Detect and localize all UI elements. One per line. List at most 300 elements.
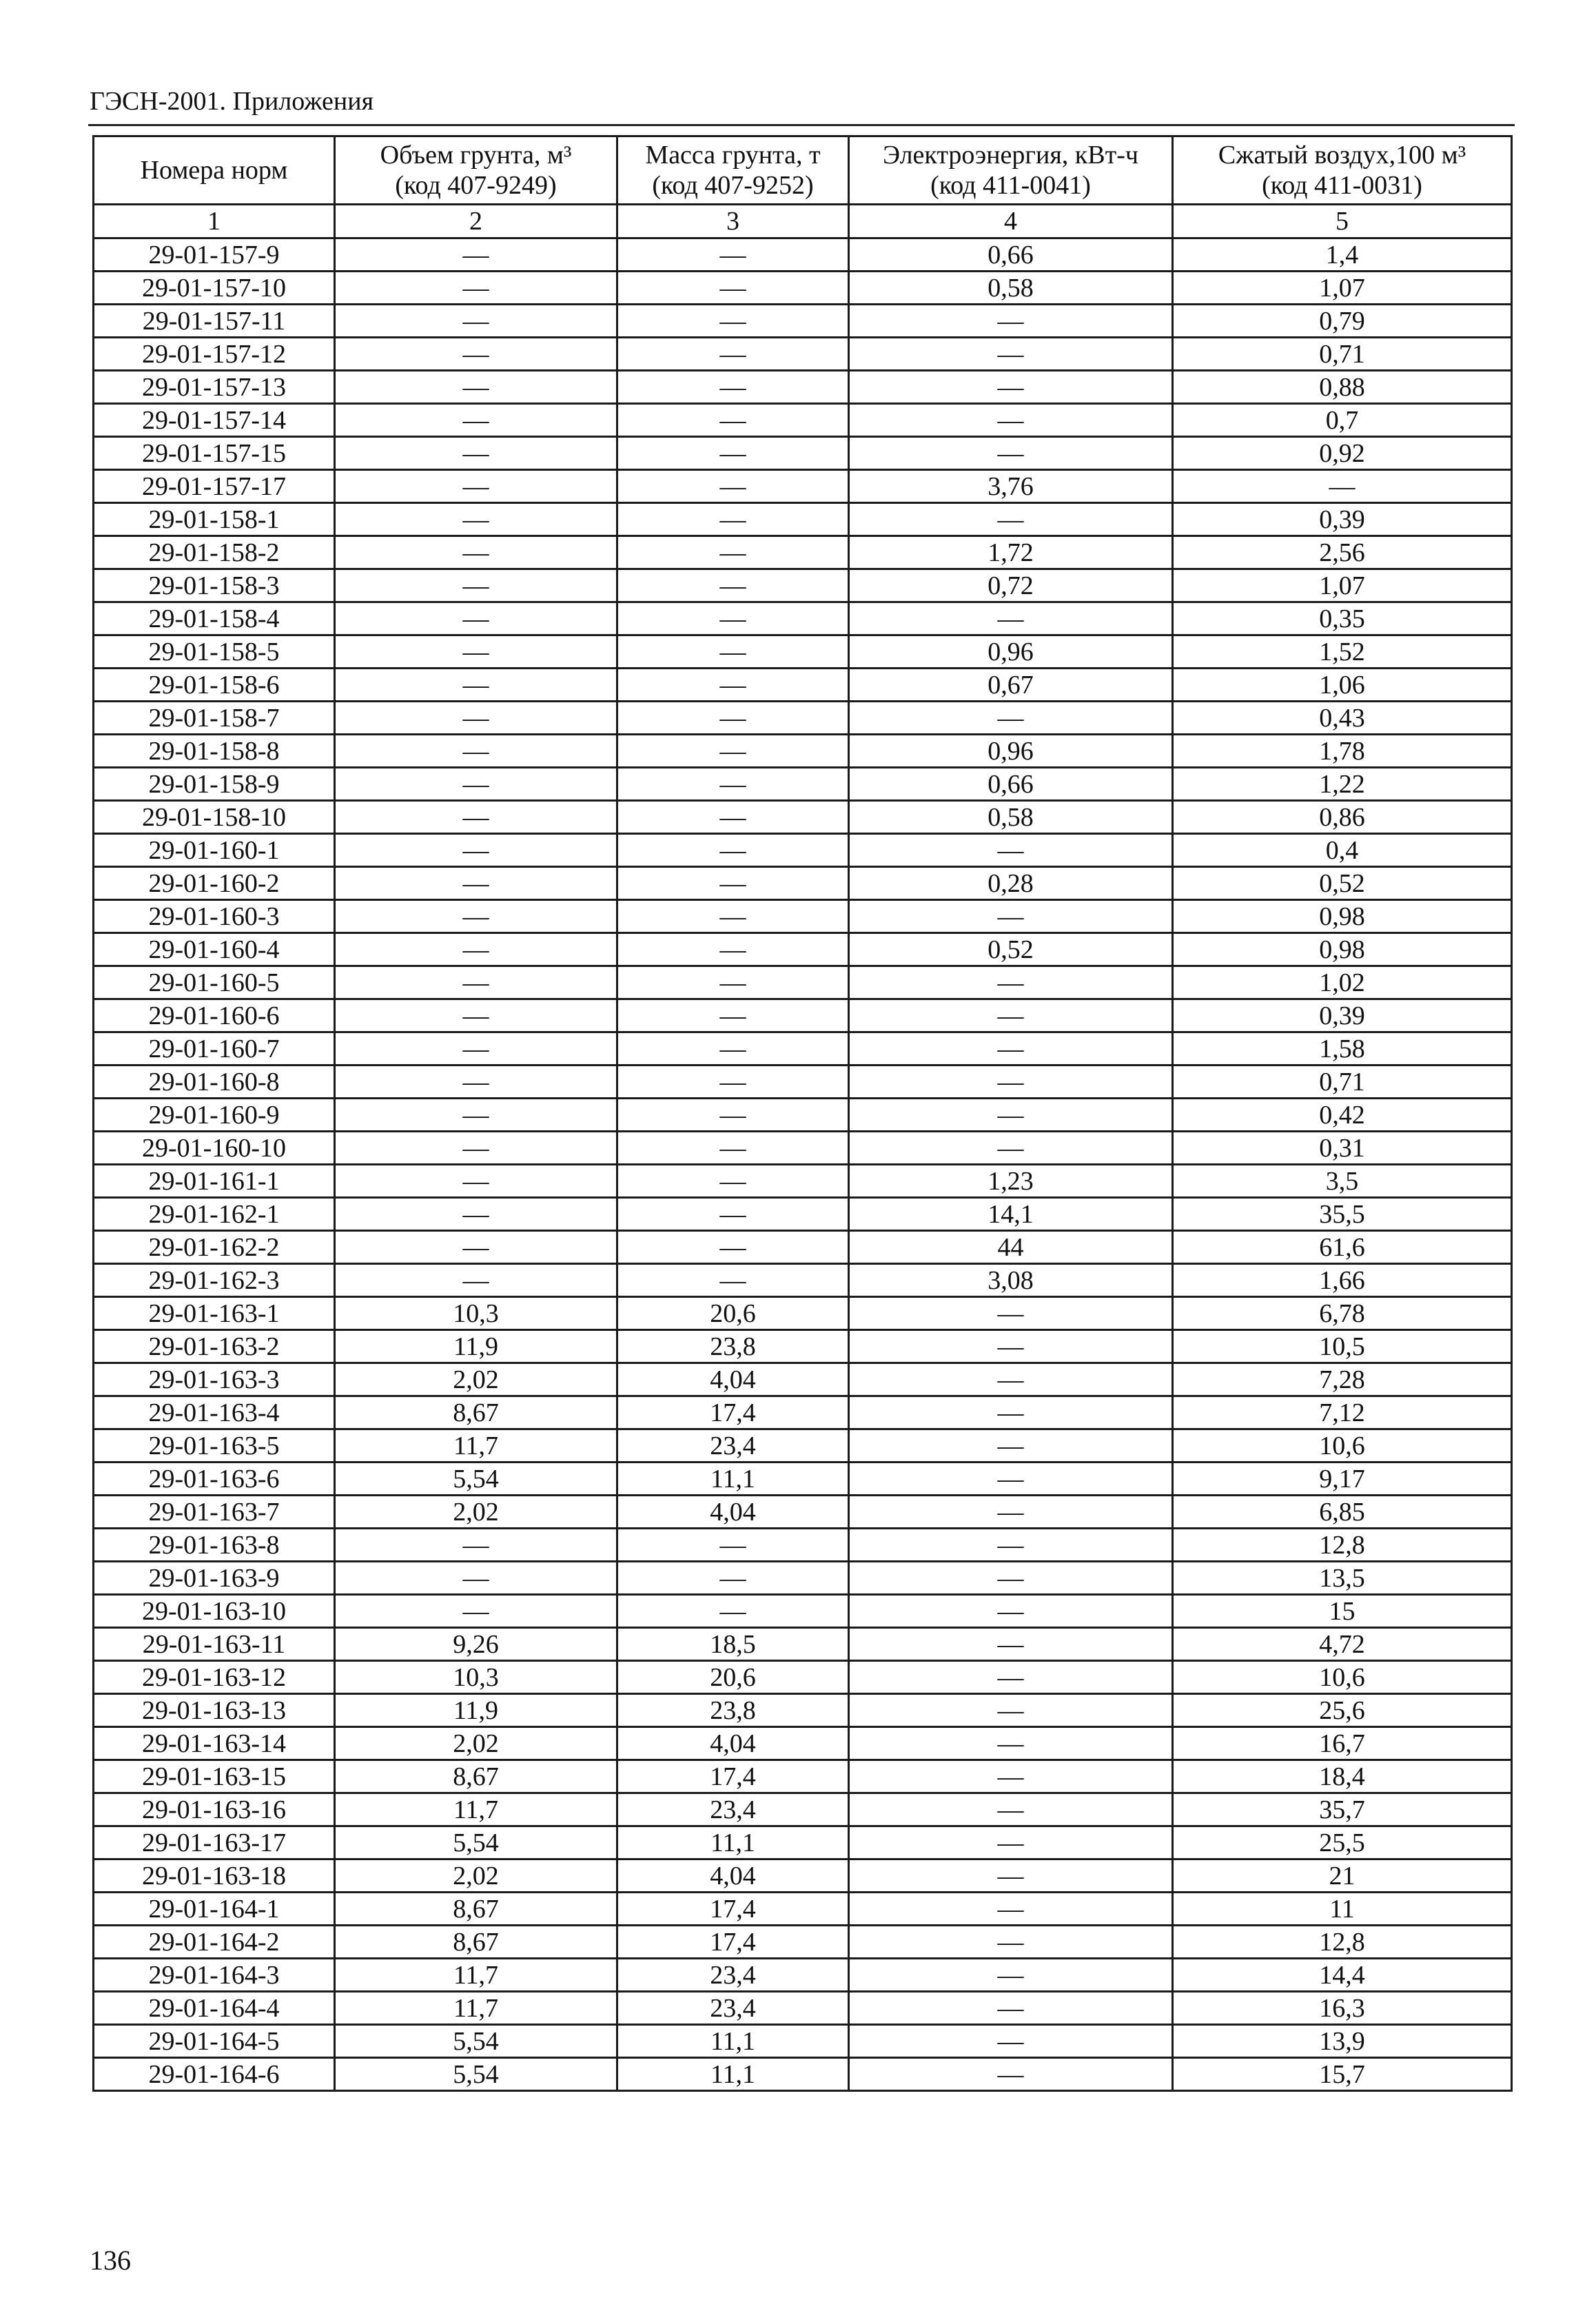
electricity-cell: — (849, 371, 1173, 404)
table-header-row (94, 136, 1512, 205)
compressed-air-cell: 7,12 (1173, 1396, 1512, 1429)
table-row (94, 801, 1512, 834)
norm-number-cell: 29-01-163-15 (94, 1760, 335, 1793)
compressed-air-cell: 10,5 (1173, 1330, 1512, 1363)
table-row (94, 1198, 1512, 1231)
table-row (94, 1694, 1512, 1727)
col-header-electricity: Электроэнергия, кВт-ч (код 411-0041) (849, 136, 1173, 205)
soil-volume-cell: — (335, 635, 617, 669)
soil-volume-cell: — (335, 999, 617, 1032)
soil-mass-cell: — (617, 768, 849, 801)
norm-number-cell: 29-01-157-13 (94, 371, 335, 404)
norm-number-cell: 29-01-158-10 (94, 801, 335, 834)
compressed-air-cell: 25,6 (1173, 1694, 1512, 1727)
norm-number-cell: 29-01-157-17 (94, 470, 335, 503)
compressed-air-cell: 13,5 (1173, 1562, 1512, 1595)
compressed-air-cell: 0,98 (1173, 933, 1512, 966)
compressed-air-cell: 1,06 (1173, 669, 1512, 702)
compressed-air-cell: 1,07 (1173, 272, 1512, 305)
soil-mass-cell: — (617, 305, 849, 338)
table-row (94, 1363, 1512, 1396)
soil-volume-cell: — (335, 933, 617, 966)
table-row (94, 238, 1512, 272)
soil-volume-cell: — (335, 1198, 617, 1231)
compressed-air-cell: 6,78 (1173, 1297, 1512, 1330)
table-row (94, 272, 1512, 305)
electricity-cell: — (849, 1859, 1173, 1893)
soil-mass-cell: 11,1 (617, 1826, 849, 1859)
compressed-air-cell: 0,4 (1173, 834, 1512, 867)
table-row (94, 503, 1512, 536)
norm-number-cell: 29-01-157-15 (94, 437, 335, 470)
electricity-cell: 3,76 (849, 470, 1173, 503)
compressed-air-cell: 1,07 (1173, 569, 1512, 602)
compressed-air-cell: 15,7 (1173, 2058, 1512, 2091)
electricity-cell: — (849, 1032, 1173, 1066)
norm-number-cell: 29-01-162-1 (94, 1198, 335, 1231)
norm-number-cell: 29-01-160-8 (94, 1066, 335, 1099)
electricity-cell: 1,23 (849, 1165, 1173, 1198)
soil-volume-cell: — (335, 1032, 617, 1066)
soil-mass-cell: — (617, 1264, 849, 1297)
soil-volume-cell: 8,67 (335, 1396, 617, 1429)
electricity-cell: 14,1 (849, 1198, 1173, 1231)
soil-volume-cell: — (335, 503, 617, 536)
soil-mass-cell: — (617, 536, 849, 569)
soil-mass-cell: — (617, 966, 849, 999)
soil-volume-cell: — (335, 338, 617, 371)
soil-mass-cell: 23,8 (617, 1330, 849, 1363)
norm-number-cell: 29-01-163-17 (94, 1826, 335, 1859)
compressed-air-cell: 0,7 (1173, 404, 1512, 437)
soil-volume-cell: 2,02 (335, 1363, 617, 1396)
soil-volume-cell: 11,7 (335, 1429, 617, 1462)
soil-volume-cell: 11,9 (335, 1694, 617, 1727)
compressed-air-cell: 10,6 (1173, 1429, 1512, 1462)
soil-volume-cell: 11,7 (335, 1793, 617, 1826)
electricity-cell: 3,08 (849, 1264, 1173, 1297)
soil-mass-cell: — (617, 635, 849, 669)
soil-volume-cell: — (335, 371, 617, 404)
electricity-cell: 1,72 (849, 536, 1173, 569)
soil-mass-cell: — (617, 569, 849, 602)
table-row (94, 834, 1512, 867)
column-number: 1 (94, 205, 335, 238)
compressed-air-cell: 1,58 (1173, 1032, 1512, 1066)
electricity-cell: — (849, 437, 1173, 470)
soil-mass-cell: 4,04 (617, 1496, 849, 1529)
column-number-row (94, 205, 1512, 238)
table-row (94, 602, 1512, 635)
norm-number-cell: 29-01-158-9 (94, 768, 335, 801)
compressed-air-cell: 61,6 (1173, 1231, 1512, 1264)
table-row (94, 1793, 1512, 1826)
norm-number-cell: 29-01-162-2 (94, 1231, 335, 1264)
electricity-cell: 0,72 (849, 569, 1173, 602)
soil-mass-cell: 4,04 (617, 1363, 849, 1396)
compressed-air-cell: 0,79 (1173, 305, 1512, 338)
table-row (94, 768, 1512, 801)
soil-mass-cell: 11,1 (617, 2058, 849, 2091)
electricity-cell: — (849, 1959, 1173, 1992)
compressed-air-cell: 25,5 (1173, 1826, 1512, 1859)
electricity-cell: — (849, 900, 1173, 933)
electricity-cell: — (849, 1661, 1173, 1694)
soil-mass-cell: 23,8 (617, 1694, 849, 1727)
table-row (94, 338, 1512, 371)
norm-number-cell: 29-01-164-3 (94, 1959, 335, 1992)
electricity-cell: — (849, 1529, 1173, 1562)
soil-volume-cell: — (335, 768, 617, 801)
norm-number-cell: 29-01-160-9 (94, 1099, 335, 1132)
soil-mass-cell: — (617, 702, 849, 735)
page-header: ГЭСН-2001. Приложения (90, 87, 374, 116)
norm-number-cell: 29-01-157-14 (94, 404, 335, 437)
soil-mass-cell: — (617, 238, 849, 272)
electricity-cell: 0,96 (849, 635, 1173, 669)
table-row (94, 669, 1512, 702)
norm-number-cell: 29-01-163-1 (94, 1297, 335, 1330)
compressed-air-cell: 0,35 (1173, 602, 1512, 635)
soil-mass-cell: 20,6 (617, 1297, 849, 1330)
soil-mass-cell: — (617, 503, 849, 536)
compressed-air-cell: 0,88 (1173, 371, 1512, 404)
electricity-cell: 0,58 (849, 272, 1173, 305)
soil-mass-cell: 17,4 (617, 1926, 849, 1959)
compressed-air-cell: 0,43 (1173, 702, 1512, 735)
compressed-air-cell: 0,31 (1173, 1132, 1512, 1165)
electricity-cell: — (849, 404, 1173, 437)
norm-number-cell: 29-01-163-5 (94, 1429, 335, 1462)
norm-number-cell: 29-01-163-4 (94, 1396, 335, 1429)
electricity-cell: — (849, 1429, 1173, 1462)
compressed-air-cell: 21 (1173, 1859, 1512, 1893)
table-row (94, 1396, 1512, 1429)
electricity-cell: — (849, 1628, 1173, 1661)
compressed-air-cell: 2,56 (1173, 536, 1512, 569)
soil-volume-cell: 5,54 (335, 2025, 617, 2058)
soil-volume-cell: — (335, 1165, 617, 1198)
soil-volume-cell: — (335, 1529, 617, 1562)
electricity-cell: — (849, 1099, 1173, 1132)
compressed-air-cell: 0,98 (1173, 900, 1512, 933)
soil-volume-cell: 5,54 (335, 2058, 617, 2091)
soil-mass-cell: — (617, 1529, 849, 1562)
norm-number-cell: 29-01-163-7 (94, 1496, 335, 1529)
electricity-cell: — (849, 834, 1173, 867)
col-header-compressed-air: Сжатый воздух,100 м³ (код 411-0031) (1173, 136, 1512, 205)
soil-volume-cell: 8,67 (335, 1760, 617, 1793)
soil-volume-cell: 8,67 (335, 1893, 617, 1926)
electricity-cell: — (849, 702, 1173, 735)
soil-mass-cell: 23,4 (617, 1959, 849, 1992)
soil-volume-cell: — (335, 966, 617, 999)
norm-number-cell: 29-01-158-3 (94, 569, 335, 602)
soil-volume-cell: — (335, 702, 617, 735)
soil-mass-cell: — (617, 470, 849, 503)
table-row (94, 1297, 1512, 1330)
col-header-soil-mass: Масса грунта, т (код 407-9252) (617, 136, 849, 205)
electricity-cell: 0,67 (849, 669, 1173, 702)
soil-volume-cell: — (335, 735, 617, 768)
electricity-cell: — (849, 2058, 1173, 2091)
table-row (94, 1893, 1512, 1926)
soil-volume-cell: — (335, 900, 617, 933)
soil-mass-cell: — (617, 338, 849, 371)
table-row (94, 1959, 1512, 1992)
soil-volume-cell: — (335, 272, 617, 305)
table-row (94, 1859, 1512, 1893)
soil-volume-cell: — (335, 470, 617, 503)
soil-mass-cell: — (617, 437, 849, 470)
electricity-cell: — (849, 1926, 1173, 1959)
table-row (94, 1628, 1512, 1661)
electricity-cell: — (849, 1727, 1173, 1760)
compressed-air-cell: 35,7 (1173, 1793, 1512, 1826)
soil-mass-cell: 23,4 (617, 1992, 849, 2025)
soil-volume-cell: — (335, 305, 617, 338)
electricity-cell: — (849, 602, 1173, 635)
soil-mass-cell: — (617, 602, 849, 635)
electricity-cell: — (849, 1595, 1173, 1628)
norm-number-cell: 29-01-163-3 (94, 1363, 335, 1396)
norm-number-cell: 29-01-160-1 (94, 834, 335, 867)
table-row (94, 437, 1512, 470)
table-row (94, 735, 1512, 768)
soil-mass-cell: 11,1 (617, 1462, 849, 1496)
norm-number-cell: 29-01-163-13 (94, 1694, 335, 1727)
compressed-air-cell: 0,86 (1173, 801, 1512, 834)
soil-mass-cell: 4,04 (617, 1727, 849, 1760)
electricity-cell: 0,66 (849, 238, 1173, 272)
soil-mass-cell: — (617, 999, 849, 1032)
electricity-cell: 0,66 (849, 768, 1173, 801)
soil-volume-cell: — (335, 536, 617, 569)
electricity-cell: 0,28 (849, 867, 1173, 900)
compressed-air-cell: 1,78 (1173, 735, 1512, 768)
norm-number-cell: 29-01-158-5 (94, 635, 335, 669)
soil-volume-cell: 9,26 (335, 1628, 617, 1661)
electricity-cell: — (849, 338, 1173, 371)
norm-number-cell: 29-01-157-11 (94, 305, 335, 338)
norm-number-cell: 29-01-157-12 (94, 338, 335, 371)
table-row (94, 536, 1512, 569)
col-header-norm-number: Номера норм (94, 136, 335, 205)
electricity-cell: — (849, 1462, 1173, 1496)
soil-volume-cell: — (335, 834, 617, 867)
soil-volume-cell: 2,02 (335, 1496, 617, 1529)
compressed-air-cell: 0,71 (1173, 1066, 1512, 1099)
electricity-cell: — (849, 1363, 1173, 1396)
soil-volume-cell: — (335, 867, 617, 900)
electricity-cell: — (849, 1694, 1173, 1727)
col-header-soil-volume: Объем грунта, м³ (код 407-9249) (335, 136, 617, 205)
compressed-air-cell: 6,85 (1173, 1496, 1512, 1529)
norm-number-cell: 29-01-160-10 (94, 1132, 335, 1165)
norm-number-cell: 29-01-160-2 (94, 867, 335, 900)
electricity-cell: — (849, 1992, 1173, 2025)
table-row (94, 1330, 1512, 1363)
compressed-air-cell: 15 (1173, 1595, 1512, 1628)
soil-mass-cell: — (617, 1231, 849, 1264)
electricity-cell: — (849, 1496, 1173, 1529)
soil-volume-cell: — (335, 437, 617, 470)
compressed-air-cell: 1,22 (1173, 768, 1512, 801)
norm-number-cell: 29-01-162-3 (94, 1264, 335, 1297)
compressed-air-cell: 35,5 (1173, 1198, 1512, 1231)
table-row (94, 900, 1512, 933)
table-row (94, 1165, 1512, 1198)
compressed-air-cell: 0,52 (1173, 867, 1512, 900)
table-row (94, 404, 1512, 437)
table-row (94, 2025, 1512, 2058)
soil-volume-cell: — (335, 801, 617, 834)
electricity-cell: — (849, 1893, 1173, 1926)
soil-mass-cell: — (617, 801, 849, 834)
soil-volume-cell: 11,7 (335, 1992, 617, 2025)
soil-mass-cell: 11,1 (617, 2025, 849, 2058)
compressed-air-cell: 18,4 (1173, 1760, 1512, 1793)
soil-volume-cell: — (335, 1099, 617, 1132)
norm-number-cell: 29-01-164-5 (94, 2025, 335, 2058)
soil-mass-cell: 20,6 (617, 1661, 849, 1694)
soil-volume-cell: — (335, 1231, 617, 1264)
norm-number-cell: 29-01-158-2 (94, 536, 335, 569)
compressed-air-cell: 0,92 (1173, 437, 1512, 470)
compressed-air-cell: 4,72 (1173, 1628, 1512, 1661)
compressed-air-cell: 16,3 (1173, 1992, 1512, 2025)
soil-volume-cell: 11,7 (335, 1959, 617, 1992)
electricity-cell: — (849, 1760, 1173, 1793)
table-row (94, 1661, 1512, 1694)
compressed-air-cell: 12,8 (1173, 1529, 1512, 1562)
soil-mass-cell: — (617, 1132, 849, 1165)
electricity-cell: 0,58 (849, 801, 1173, 834)
soil-volume-cell: — (335, 1562, 617, 1595)
soil-volume-cell: — (335, 1264, 617, 1297)
compressed-air-cell: 11 (1173, 1893, 1512, 1926)
norm-number-cell: 29-01-163-9 (94, 1562, 335, 1595)
soil-volume-cell: — (335, 1066, 617, 1099)
compressed-air-cell: 3,5 (1173, 1165, 1512, 1198)
soil-volume-cell: 2,02 (335, 1859, 617, 1893)
norm-number-cell: 29-01-160-6 (94, 999, 335, 1032)
soil-volume-cell: — (335, 1595, 617, 1628)
soil-mass-cell: — (617, 834, 849, 867)
electricity-cell: 0,96 (849, 735, 1173, 768)
electricity-cell: 0,52 (849, 933, 1173, 966)
table-row (94, 1462, 1512, 1496)
table-row (94, 1926, 1512, 1959)
soil-mass-cell: — (617, 933, 849, 966)
page-number: 136 (90, 2245, 131, 2276)
electricity-cell: — (849, 1297, 1173, 1330)
soil-volume-cell: — (335, 238, 617, 272)
soil-mass-cell: 17,4 (617, 1760, 849, 1793)
compressed-air-cell: 0,39 (1173, 999, 1512, 1032)
soil-volume-cell: 8,67 (335, 1926, 617, 1959)
table-row (94, 933, 1512, 966)
norm-number-cell: 29-01-163-10 (94, 1595, 335, 1628)
compressed-air-cell: 10,6 (1173, 1661, 1512, 1694)
electricity-cell: — (849, 1066, 1173, 1099)
norm-number-cell: 29-01-163-18 (94, 1859, 335, 1893)
table-row (94, 1529, 1512, 1562)
table-row (94, 1066, 1512, 1099)
norm-number-cell: 29-01-163-12 (94, 1661, 335, 1694)
compressed-air-cell: 12,8 (1173, 1926, 1512, 1959)
compressed-air-cell: 1,02 (1173, 966, 1512, 999)
norm-number-cell: 29-01-158-7 (94, 702, 335, 735)
soil-mass-cell: — (617, 669, 849, 702)
electricity-cell: — (849, 1793, 1173, 1826)
compressed-air-cell: 1,4 (1173, 238, 1512, 272)
soil-volume-cell: — (335, 602, 617, 635)
column-number: 2 (335, 205, 617, 238)
electricity-cell: — (849, 1562, 1173, 1595)
table-row (94, 2058, 1512, 2091)
header-rule (88, 124, 1515, 126)
norm-number-cell: 29-01-163-11 (94, 1628, 335, 1661)
compressed-air-cell: 13,9 (1173, 2025, 1512, 2058)
compressed-air-cell: 0,39 (1173, 503, 1512, 536)
soil-mass-cell: — (617, 1198, 849, 1231)
electricity-cell: — (849, 966, 1173, 999)
table-row (94, 1562, 1512, 1595)
norm-number-cell: 29-01-163-2 (94, 1330, 335, 1363)
soil-mass-cell: 17,4 (617, 1893, 849, 1926)
norm-number-cell: 29-01-163-14 (94, 1727, 335, 1760)
norm-number-cell: 29-01-158-4 (94, 602, 335, 635)
norm-number-cell: 29-01-157-9 (94, 238, 335, 272)
soil-volume-cell: 5,54 (335, 1826, 617, 1859)
soil-mass-cell: — (617, 1066, 849, 1099)
table-row (94, 702, 1512, 735)
compressed-air-cell: 7,28 (1173, 1363, 1512, 1396)
electricity-cell: 44 (849, 1231, 1173, 1264)
table-row (94, 1231, 1512, 1264)
soil-mass-cell: 23,4 (617, 1429, 849, 1462)
table-row (94, 1727, 1512, 1760)
table-row (94, 1496, 1512, 1529)
soil-mass-cell: — (617, 735, 849, 768)
soil-volume-cell: — (335, 404, 617, 437)
norm-number-cell: 29-01-164-6 (94, 2058, 335, 2091)
norm-number-cell: 29-01-163-16 (94, 1793, 335, 1826)
norm-number-cell: 29-01-158-8 (94, 735, 335, 768)
compressed-air-cell: 0,71 (1173, 338, 1512, 371)
soil-mass-cell: — (617, 404, 849, 437)
table-row (94, 305, 1512, 338)
compressed-air-cell: 14,4 (1173, 1959, 1512, 1992)
column-number: 4 (849, 205, 1173, 238)
norm-number-cell: 29-01-164-4 (94, 1992, 335, 2025)
soil-mass-cell: — (617, 1562, 849, 1595)
soil-volume-cell: — (335, 669, 617, 702)
table-row (94, 1760, 1512, 1793)
norm-number-cell: 29-01-164-2 (94, 1926, 335, 1959)
norm-number-cell: 29-01-161-1 (94, 1165, 335, 1198)
norm-number-cell: 29-01-160-7 (94, 1032, 335, 1066)
table-row (94, 1826, 1512, 1859)
norm-number-cell: 29-01-158-1 (94, 503, 335, 536)
compressed-air-cell: 0,42 (1173, 1099, 1512, 1132)
soil-mass-cell: — (617, 371, 849, 404)
soil-volume-cell: — (335, 1132, 617, 1165)
compressed-air-cell: 16,7 (1173, 1727, 1512, 1760)
electricity-cell: — (849, 999, 1173, 1032)
norm-number-cell: 29-01-163-8 (94, 1529, 335, 1562)
